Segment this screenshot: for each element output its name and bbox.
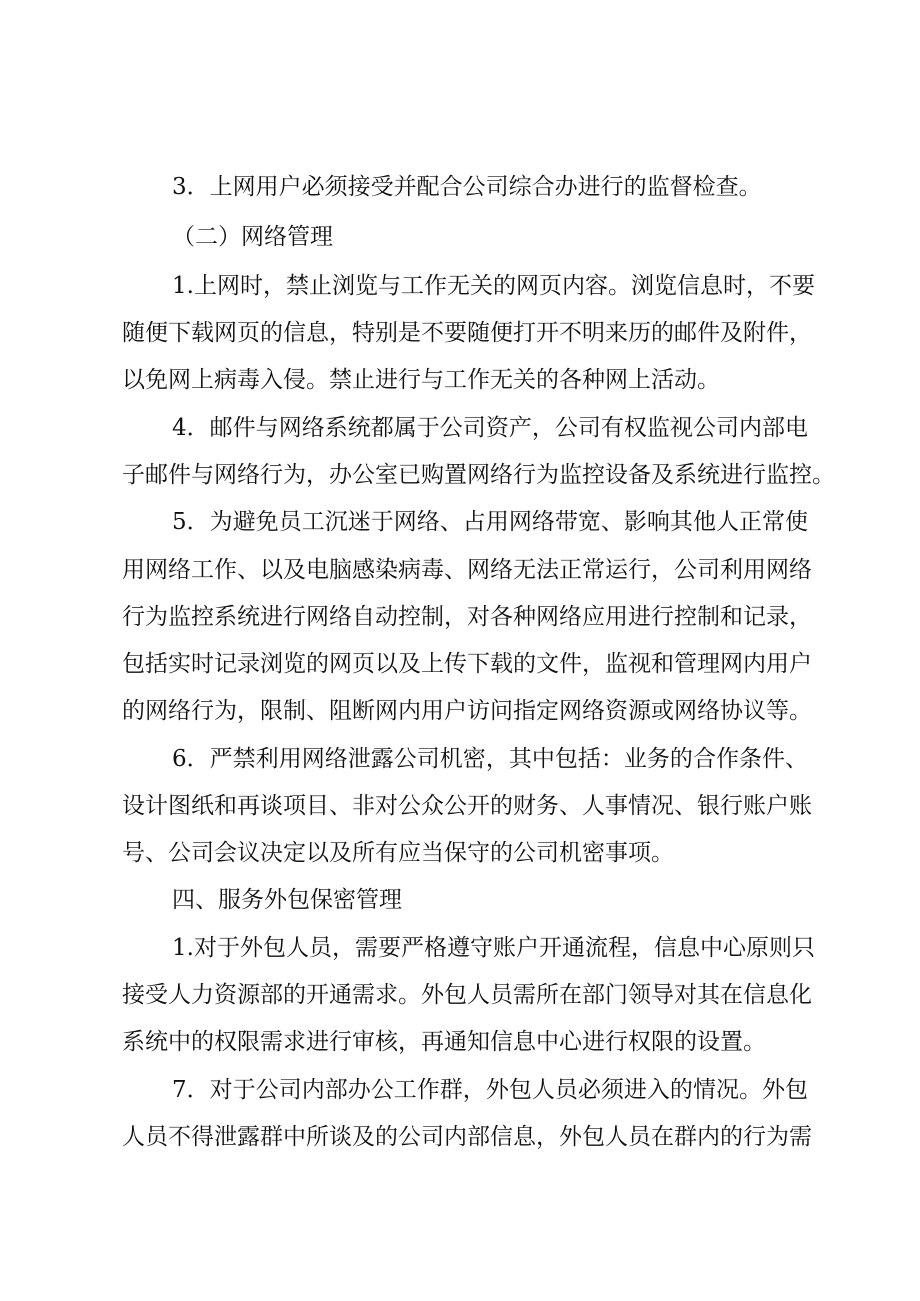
paragraph-6-line-1: 6．严禁利用网络泄露公司机密，其中包括：业务的合作条件、 [172,746,808,772]
paragraph-4-line-2: 子邮件与网络行为，办公室已购置网络行为监控设备及系统进行监控。 [122,462,835,488]
paragraph-7-line-2: 人员不得泄露群中所谈及的公司内部信息，外包人员在群内的行为需 [122,1124,812,1150]
paragraph-5-line-4: 包括实时记录浏览的网页以及上传下载的文件，监视和管理网内用户 [122,651,812,677]
outsourcing-paragraph-1-line-1: 1.对于外包人员，需要严格遵守账户开通流程，信息中心原则只 [172,935,815,961]
paragraph-1-line-2: 随便下载网页的信息，特别是不要随便打开不明来历的邮件及附件， [122,320,812,346]
paragraph-1-line-3: 以免网上病毒入侵。禁止进行与工作无关的各种网上活动。 [122,367,720,393]
outsourcing-paragraph-1-line-2: 接受人力资源部的开通需求。外包人员需所在部门领导对其在信息化 [122,982,812,1008]
paragraph-5-line-2: 用网络工作、以及电脑感染病毒、网络无法正常运行，公司利用网络 [122,557,812,583]
outsourcing-paragraph-1-line-3: 系统中的权限需求进行审核，再通知信息中心进行权限的设置。 [122,1029,766,1055]
paragraph-5-line-1: 5．为避免员工沉迷于网络、占用网络带宽、影响其他人正常使 [172,509,808,535]
paragraph-4-line-1: 4．邮件与网络系统都属于公司资产，公司有权监视公司内部电 [172,415,808,441]
paragraph-5-line-5: 的网络行为，限制、阻断网内用户访问指定网络资源或网络协议等。 [122,698,812,724]
paragraph-1-line-1: 1.上网时，禁止浏览与工作无关的网页内容。浏览信息时，不要 [172,273,815,299]
paragraph-3: 3．上网用户必须接受并配合公司综合办进行的监督检查。 [172,174,762,200]
paragraph-7-line-1: 7．对于公司内部办公工作群，外包人员必须进入的情况。外包 [172,1077,808,1103]
section-heading-network-management: （二）网络管理 [172,224,333,250]
paragraph-6-line-3: 号、公司会议决定以及所有应当保守的公司机密事项。 [122,840,674,866]
paragraph-5-line-3: 行为监控系统进行网络自动控制，对各种网络应用进行控制和记录， [122,604,812,630]
paragraph-6-line-2: 设计图纸和再谈项目、非对公众公开的财务、人事情况、银行账户账 [122,793,812,819]
section-heading-outsourcing: 四、服务外包保密管理 [172,887,402,913]
